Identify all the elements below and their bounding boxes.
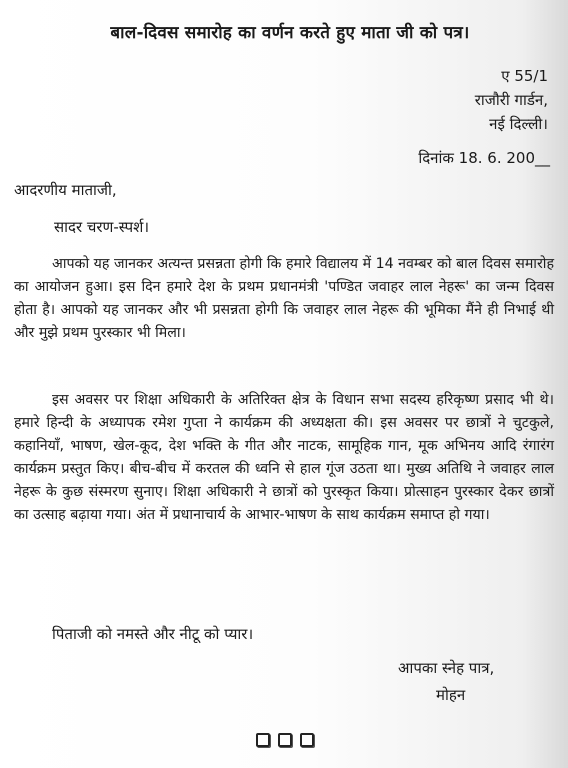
page-title: बाल-दिवस समारोह का वर्णन करते हुए माता जी को पत्र। <box>110 23 470 43</box>
body-paragraph-1: आपको यह जानकर अत्यन्त प्रसन्नता होगी कि हमारे विद्यालय में 14 नवम्बर को बाल दिवस समारोह का आयोजन हुआ। इस दिन हमारे देश के प्रथम प्रधानमंत्री 'पण्डित जवाहर लाल नेहरू' का जन्म दिवस होता है। आपको यह जानकर और भी प्रसन्नता होगी कि जवाहर लाल नेहरू की भूमिका मैंने ही निभाई थी और मुझे प्रथम पुरस्कार भी मिला। <box>14 256 554 341</box>
end-mark-box-icon <box>278 733 292 747</box>
greeting: सादर चरण-स्पर्श। <box>54 218 150 236</box>
address-line-3: नई दिल्ली। <box>489 115 548 133</box>
letter-date: दिनांक 18. 6. 200__ <box>418 149 550 167</box>
address-line-2: राजौरी गार्डन, <box>474 91 548 109</box>
salutation: आदरणीय माताजी, <box>14 181 117 199</box>
end-mark-box-icon <box>300 733 314 747</box>
signoff: आपका स्नेह पात्र, <box>398 659 495 677</box>
address-line-1: ए 55/1 <box>501 67 548 85</box>
end-mark-box-icon <box>256 733 270 747</box>
body-paragraph-2: इस अवसर पर शिक्षा अधिकारी के अतिरिक्त क्षेत्र के विधान सभा सदस्य हरिकृष्ण प्रसाद भी थे। हमारे हिन्दी के अध्यापक रमेश गुप्ता ने कार्यक्रम की अध्यक्षता की। इस अवसर पर छात्रों ने चुटकुले, कहानियाँ, भाषण, खेल-कूद, देश भक्ति के गीत और नाटक, सामूहिक गान, मूक अभिनय आदि रंगारंग कार्यक्रम प्रस्तुत किए। बीच-बीच में करतल की ध्वनि से हाल गूंज उठता था। मुख्य अतिथि ने जवाहर लाल नेहरू के कुछ संस्मरण सुनाए। शिक्षा अधिकारी ने छात्रों को पुरस्कृत किया। प्रोत्साहन पुरस्कार देकर छात्रों का उत्साह बढ़ाया गया। अंत में प्रधानाचार्य के आभार-भाषण के साथ कार्यक्रम समाप्त हो गया। <box>14 392 554 523</box>
closing-note: पिताजी को नमस्ते और नीटू को प्यार। <box>52 625 254 643</box>
end-marks <box>256 733 314 747</box>
sender-address <box>288 64 548 136</box>
signature-name: मोहन <box>436 686 466 704</box>
